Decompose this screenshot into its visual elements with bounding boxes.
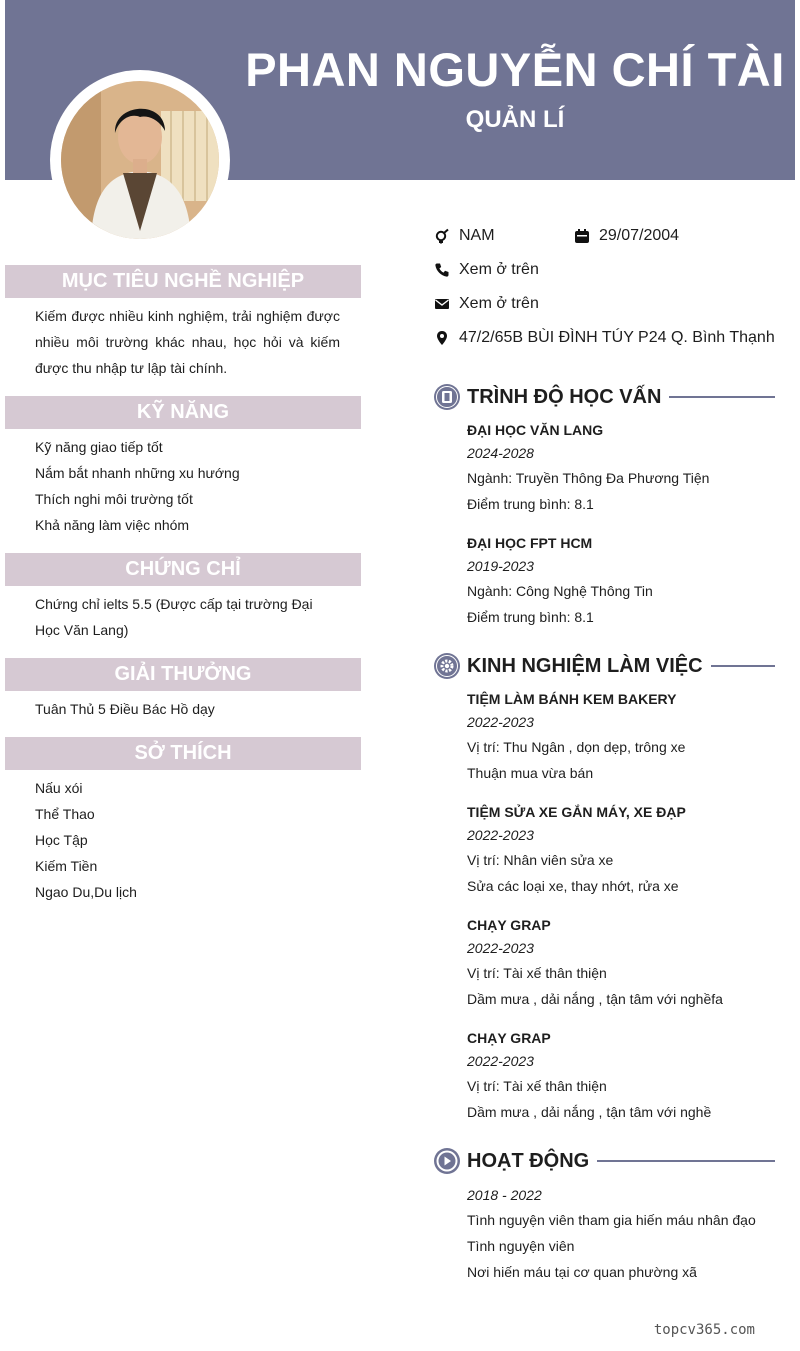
activity-line: Tình nguyện viên — [467, 1238, 575, 1254]
school-gpa: Điểm trung bình: 8.1 — [467, 496, 594, 512]
activity-line: Tình nguyện viên tham gia hiến máu nhân đạo — [467, 1212, 756, 1228]
job-years: 2022-2023 — [467, 827, 534, 843]
job-years: 2022-2023 — [467, 940, 534, 956]
job-description: Thuận mua vừa bán — [467, 765, 594, 781]
job-title: QUẢN LÍ — [465, 106, 565, 133]
phone-icon — [434, 262, 450, 278]
school-years: 2019-2023 — [467, 558, 534, 574]
job-description: Dầm mưa , dải nắng , tận tâm với nghềfa — [467, 991, 723, 1007]
avatar — [61, 81, 219, 239]
activities-header — [433, 1147, 775, 1175]
experience-entry — [467, 914, 787, 1012]
company-name: TIỆM SỬA XE GẮN MÁY, XE ĐẠP — [467, 804, 686, 820]
avatar-frame — [50, 70, 230, 250]
gender-value: NAM — [459, 227, 495, 244]
phone-row — [434, 261, 539, 279]
company-name: TIỆM LÀM BÁNH KEM BAKERY — [467, 691, 677, 707]
envelope-icon — [434, 296, 450, 312]
phone-value: Xem ở trên — [459, 261, 539, 278]
job-position: Vị trí: Nhân viên sửa xe — [467, 852, 614, 868]
education-title: TRÌNH ĐỘ HỌC VẤN — [467, 385, 662, 408]
activity-line: Nơi hiến máu tại cơ quan phường xã — [467, 1264, 697, 1280]
job-position: Vị trí: Tài xế thân thiện — [467, 965, 607, 981]
certificates-text: Chứng chỉ ielts 5.5 (Được cấp tại trường Đại Học Văn Lang) — [35, 596, 313, 638]
education-entry — [467, 419, 787, 517]
list-item: Ngao Du,Du lịch — [35, 884, 137, 900]
school-name: ĐẠI HỌC FPT HCM — [467, 535, 593, 551]
company-name: CHẠY GRAP — [467, 917, 551, 933]
birthday-row — [574, 227, 679, 245]
birthday-value: 29/07/2004 — [599, 227, 680, 244]
experience-header — [433, 652, 775, 680]
school-years: 2024-2028 — [467, 445, 534, 461]
activities-title: HOẠT ĐỘNG — [467, 1149, 590, 1172]
school-gpa: Điểm trung bình: 8.1 — [467, 609, 594, 625]
email-row — [434, 295, 539, 313]
objective-title: MỤC TIÊU NGHỀ NGHIỆP — [5, 265, 361, 298]
footer-watermark: topcv365.com — [653, 1322, 755, 1338]
graduation-icon — [433, 383, 461, 411]
activity-entry — [467, 1183, 787, 1285]
email-value: Xem ở trên — [459, 295, 539, 312]
job-years: 2022-2023 — [467, 1053, 534, 1069]
job-years: 2022-2023 — [467, 714, 534, 730]
skills-list — [35, 434, 340, 538]
experience-title: KINH NGHIỆM LÀM VIỆC — [467, 654, 703, 677]
awards-text: Tuân Thủ 5 Điều Bác Hồ dạy — [35, 701, 215, 717]
divider — [669, 396, 775, 398]
list-item: Thích nghi môi trường tốt — [35, 491, 193, 507]
gender-row — [434, 227, 495, 245]
list-item: Nấu xói — [35, 780, 83, 796]
location-pin-icon — [434, 330, 450, 346]
calendar-icon — [574, 228, 590, 244]
certificates-title: CHỨNG CHỈ — [5, 553, 361, 586]
list-item: Kiếm Tiền — [35, 858, 98, 874]
job-description: Sửa các loại xe, thay nhớt, rửa xe — [467, 878, 679, 894]
education-entry — [467, 532, 787, 630]
job-description: Dầm mưa , dải nắng , tận tâm với nghề — [467, 1104, 712, 1120]
divider — [597, 1160, 775, 1162]
list-item: Học Tập — [35, 832, 88, 848]
hobbies-list — [35, 775, 340, 905]
job-position: Vị trí: Tài xế thân thiện — [467, 1078, 607, 1094]
gender-icon — [434, 228, 450, 244]
skills-title: KỸ NĂNG — [5, 396, 361, 429]
school-major: Ngành: Truyền Thông Đa Phương Tiện — [467, 470, 710, 486]
job-position: Vị trí: Thu Ngân , dọn dẹp, trông xe — [467, 739, 686, 755]
list-item: Kỹ năng giao tiếp tốt — [35, 439, 163, 455]
experience-entry — [467, 801, 787, 899]
activity-years: 2018 - 2022 — [467, 1187, 542, 1203]
gear-icon — [433, 652, 461, 680]
company-name: CHẠY GRAP — [467, 1030, 551, 1046]
school-name: ĐẠI HỌC VĂN LANG — [467, 422, 604, 438]
address-value: 47/2/65B BÙI ĐÌNH TÚY P24 Q. Bình Thạnh — [459, 329, 775, 346]
address-row — [434, 329, 775, 347]
list-item: Nắm bắt nhanh những xu hướng — [35, 465, 240, 481]
school-major: Ngành: Công Nghệ Thông Tin — [467, 583, 653, 599]
play-icon — [433, 1147, 461, 1175]
divider — [711, 665, 775, 667]
awards-title: GIẢI THƯỞNG — [5, 658, 361, 691]
objective-text: Kiếm được nhiều kinh nghiệm, trải nghiệm được nhiều môi trường khác nhau, học hỏi và kiếm được thu nhập tư lập tài chính. — [35, 308, 340, 376]
list-item: Khả năng làm việc nhóm — [35, 517, 190, 533]
hobbies-title: SỞ THÍCH — [5, 737, 361, 770]
education-header — [433, 383, 775, 411]
experience-entry — [467, 688, 787, 786]
list-item: Thể Thao — [35, 806, 95, 822]
candidate-name: PHAN NGUYỄN CHÍ TÀI — [245, 43, 785, 96]
avatar-photo — [61, 81, 219, 239]
experience-entry — [467, 1027, 787, 1125]
